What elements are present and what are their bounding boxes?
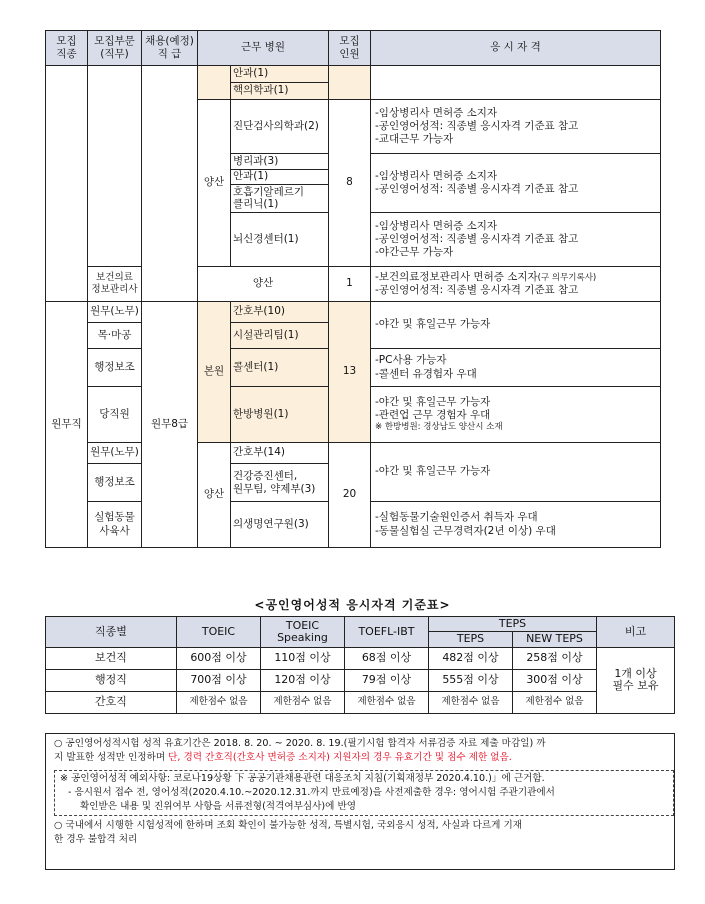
dept-cell: 안과(1) bbox=[231, 170, 329, 185]
dept-cell: 병리과(3) bbox=[231, 154, 329, 170]
score-header-toeic: TOEIC bbox=[177, 617, 261, 648]
recruitment-table bbox=[45, 30, 661, 548]
dept-cell: 콜센터(1) bbox=[231, 349, 329, 387]
score-cell: 제한점수 없음 bbox=[429, 691, 513, 713]
qual-lines: -야간 및 휴일근무 가능자 -관련업 근무 경험자 우대 bbox=[375, 396, 491, 422]
score-cell: 68점 이상 bbox=[345, 647, 429, 669]
dept-cell: 시설관리팀(1) bbox=[231, 323, 329, 349]
dept-cell: 의생명연구원(3) bbox=[231, 502, 329, 548]
score-header-teps: TEPS bbox=[429, 631, 513, 647]
qual-line: -보건의료정보관리사 면허증 소지자 bbox=[375, 270, 538, 283]
qual-cell: -임상병리사 면허증 소지자 -공인영어성적: 직종별 응시자격 기준표 참고 -교대근무 가능자 bbox=[371, 100, 661, 154]
score-cell: 300점 이상 bbox=[513, 669, 597, 691]
score-header-note: 비고 bbox=[597, 617, 675, 648]
score-table-title: <공인영어성적 응시자격 기준표> bbox=[254, 598, 451, 612]
qual-cell: -임상병리사 면허증 소지자 -공인영어성적: 직종별 응시자격 기준표 참고 -야간근무 가능자 bbox=[371, 213, 661, 267]
division-cell: 원무(노무) bbox=[88, 443, 142, 464]
score-header-job: 직종별 bbox=[46, 617, 177, 648]
count-cell: 8 bbox=[329, 100, 371, 267]
count-cell: 1 bbox=[329, 267, 371, 302]
division-cell-empty bbox=[88, 66, 142, 267]
division-cell: 행정보조 bbox=[88, 464, 142, 502]
note-exception-line: - 응시원서 접수 전, 영어성적(2020.4.10.~2020.12.31.까지 만료예정)을 사전제출한 경우: 영어시험 주관기관에서 bbox=[68, 787, 555, 798]
score-cell: 600점 이상 bbox=[177, 647, 261, 669]
score-note-cell: 1개 이상 필수 보유 bbox=[597, 647, 675, 713]
qual-cell: -임상병리사 면허증 소지자 -공인영어성적: 직종별 응시자격 기준표 참고 bbox=[371, 154, 661, 213]
division-cell: 행정보조 bbox=[88, 349, 142, 387]
division-cell: 목·마공 bbox=[88, 323, 142, 349]
count-cell: 20 bbox=[329, 443, 371, 548]
col-header-hospital: 근무 병원 bbox=[198, 31, 329, 66]
qual-cell: -실험동물기술원인증서 취득자 우대 -동물실험실 근무경력자(2년 이상) 우대 bbox=[371, 502, 661, 548]
dept-cell: 핵의학과(1) bbox=[231, 83, 329, 100]
division-cell: 보건의료 정보관리사 bbox=[88, 267, 142, 302]
note-validity bbox=[54, 737, 666, 765]
dept-cell: 건강증진센터, 원무팀, 약제부(3) bbox=[231, 464, 329, 502]
qual-note-small: (구 의무기록사) bbox=[537, 272, 597, 283]
count-cell: 13 bbox=[329, 302, 371, 443]
count-cell-empty bbox=[329, 66, 371, 100]
score-cell: 제한점수 없음 bbox=[177, 691, 261, 713]
note-validity-text: ○ 공인영어성적시험 성적 유효기간은 2018. 8. 20. ~ 2020. 8. 19.(필기시험 합격자 서류검증 자료 제출 마감일) 까 지 발표한 성적만 인정하며 bbox=[54, 738, 546, 763]
note-exception-title: ※ 공인영어성적 예외사항: 코로나19상황 下 공공기관채용관련 대응조치 지침(기획재정부 2020.4.10.)」에 근거함. bbox=[60, 773, 545, 784]
dept-cell: 호흡기알레르기 클리닉(1) bbox=[231, 185, 329, 213]
hospital-cell: 양산 bbox=[198, 443, 231, 548]
dept-cell: 간호부(10) bbox=[231, 302, 329, 323]
dept-cell: 뇌신경센터(1) bbox=[231, 213, 329, 267]
score-cell-job: 간호직 bbox=[46, 691, 177, 713]
score-cell: 555점 이상 bbox=[429, 669, 513, 691]
qual-cell: -야간 및 휴일근무 가능자 bbox=[371, 443, 661, 502]
score-header-newteps: NEW TEPS bbox=[513, 631, 597, 647]
grade-cell: 원무8급 bbox=[142, 302, 198, 548]
score-cell: 제한점수 없음 bbox=[261, 691, 345, 713]
note-validity-exception: 단, 경력 간호직(간호사 면허증 소지자) 지원자의 경우 유효기간 및 점수 제한 없음. bbox=[168, 751, 512, 763]
col-header-count: 모집 인원 bbox=[329, 31, 371, 66]
col-header-qualification: 응 시 자 격 bbox=[371, 31, 661, 66]
score-cell: 79점 이상 bbox=[345, 669, 429, 691]
col-header-grade: 채용(예정) 직 급 bbox=[142, 31, 198, 66]
dept-cell: 한방병원(1) bbox=[231, 387, 329, 443]
hospital-cell-empty bbox=[198, 66, 231, 100]
score-cell: 482점 이상 bbox=[429, 647, 513, 669]
score-header-teps-group: TEPS bbox=[429, 617, 597, 632]
english-score-table bbox=[45, 616, 675, 714]
qual-cell bbox=[371, 267, 661, 302]
score-cell: 700점 이상 bbox=[177, 669, 261, 691]
dept-cell: 간호부(14) bbox=[231, 443, 329, 464]
col-header-division: 모집부문 (직무) bbox=[88, 31, 142, 66]
score-cell-job: 보건직 bbox=[46, 647, 177, 669]
score-cell: 258점 이상 bbox=[513, 647, 597, 669]
col-header-job: 모집 직종 bbox=[46, 31, 88, 66]
hospital-cell: 본원 bbox=[198, 302, 231, 443]
division-cell: 실험동물 사육사 bbox=[88, 502, 142, 548]
score-cell-job: 행정직 bbox=[46, 669, 177, 691]
hospital-cell: 양산 bbox=[198, 100, 231, 267]
dept-cell: 진단검사의학과(2) bbox=[231, 100, 329, 154]
qual-cell: -PC사용 가능자 -콜센터 유경험자 우대 bbox=[371, 349, 661, 387]
qual-cell: -야간 및 휴일근무 가능자 bbox=[371, 302, 661, 349]
grade-cell-empty bbox=[142, 66, 198, 302]
notes-box bbox=[45, 733, 675, 870]
division-cell: 당직원 bbox=[88, 387, 142, 443]
job-cell-empty bbox=[46, 66, 88, 302]
division-cell: 원무(노무) bbox=[88, 302, 142, 323]
qual-footnote: ※ 한방병원: 경상남도 양산시 소재 bbox=[375, 422, 503, 433]
qual-line: -공인영어성적: 직종별 응시자격 기준표 참고 bbox=[375, 284, 579, 296]
note-domestic: ○ 국내에서 시행한 시험성적에 한하며 조회 확인이 불가능한 성적, 특별시험, 국외응시 성적, 사실과 다르게 기재 한 경우 불합격 처리 bbox=[54, 820, 522, 845]
score-header-ibt: TOEFL-IBT bbox=[345, 617, 429, 648]
hospital-cell: 양산 bbox=[198, 267, 329, 302]
dept-cell: 안과(1) bbox=[231, 66, 329, 83]
score-header-speaking: TOEIC Speaking bbox=[261, 617, 345, 648]
score-cell: 제한점수 없음 bbox=[345, 691, 429, 713]
qual-cell bbox=[371, 387, 661, 443]
score-cell: 제한점수 없음 bbox=[513, 691, 597, 713]
job-cell: 원무직 bbox=[46, 302, 88, 548]
score-cell: 120점 이상 bbox=[261, 669, 345, 691]
note-exception-line: 확인받은 내용 및 진위여부 사항을 서류전형(적격여부심사)에 반영 bbox=[80, 801, 357, 812]
score-cell: 110점 이상 bbox=[261, 647, 345, 669]
qual-cell-empty bbox=[371, 66, 661, 100]
